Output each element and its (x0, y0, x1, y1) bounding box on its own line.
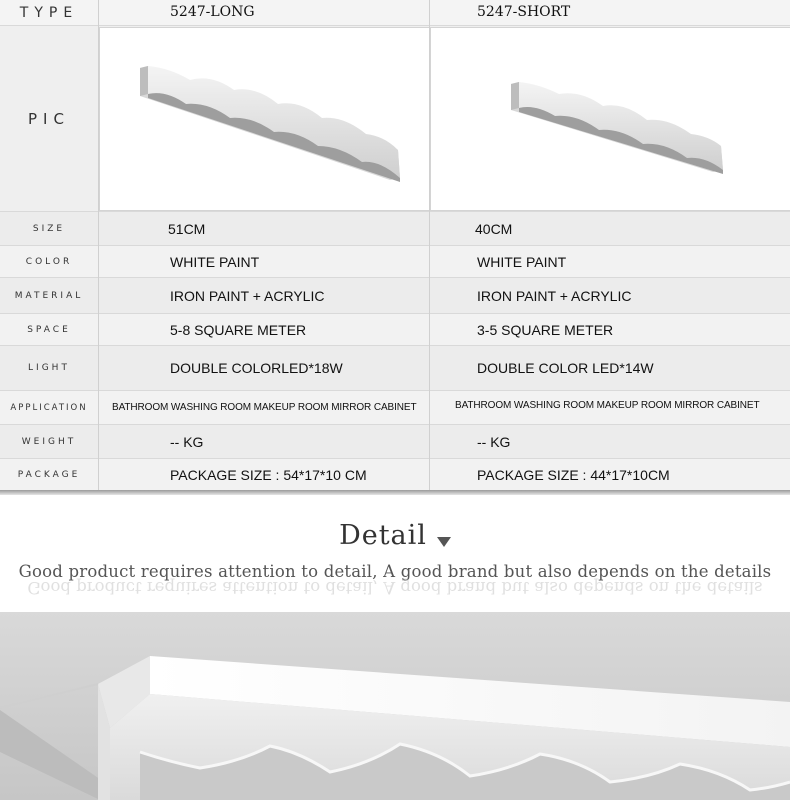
triangle-down-icon (437, 537, 451, 547)
spec-row-material (0, 278, 790, 314)
application-label: APPLICATION (10, 402, 88, 413)
product-image-long (99, 27, 430, 211)
spec-row-space (0, 314, 790, 346)
model-long: 5247-LONG (170, 3, 255, 20)
application-short: BATHROOM WASHING ROOM MAKEUP ROOM MIRROR CABINET (455, 400, 760, 411)
spec-row-weight (0, 425, 790, 459)
mirror-lamp-short-image (431, 28, 790, 210)
spec-row-color (0, 246, 790, 278)
package-label: PACKAGE (17, 469, 81, 480)
size-short: 40CM (475, 220, 513, 237)
size-label: SIZE (32, 223, 66, 234)
model-short: 5247-SHORT (477, 3, 571, 20)
spec-row-application (0, 391, 790, 425)
type-label: TYPE (19, 4, 79, 21)
mirror-lamp-long-image (100, 28, 429, 210)
spec-row-light (0, 346, 790, 391)
light-short: DOUBLE COLOR LED*14W (477, 360, 654, 376)
detail-heading (0, 520, 790, 551)
material-long: IRON PAINT + ACRYLIC (170, 287, 325, 304)
column-divider-1 (98, 0, 99, 490)
color-label: COLOR (25, 256, 73, 267)
spec-row-size (0, 212, 790, 246)
space-label: SPACE (27, 324, 71, 335)
weight-label: WEIGHT (21, 436, 77, 447)
product-image-short (430, 27, 790, 211)
package-short: PACKAGE SIZE : 44*17*10CM (477, 466, 670, 483)
column-divider-2 (429, 0, 430, 490)
lamp-closeup-photo (0, 612, 790, 800)
type-row (0, 0, 790, 26)
table-bottom-shadow (0, 490, 790, 495)
detail-title: Detail (339, 520, 427, 551)
space-long: 5-8 SQUARE METER (170, 321, 307, 338)
spec-row-package (0, 459, 790, 490)
color-long: WHITE PAINT (170, 253, 260, 270)
weight-short: -- KG (477, 433, 511, 450)
light-label: LIGHT (28, 363, 70, 373)
size-long: 51CM (168, 220, 206, 237)
light-long: DOUBLE COLORLED*18W (170, 360, 343, 376)
pic-label: PIC (28, 109, 70, 128)
detail-tagline: Good product requires attention to detail, A good brand but also depends on the details (18, 562, 772, 581)
color-short: WHITE PAINT (477, 253, 567, 270)
space-short: 3-5 SQUARE METER (477, 321, 614, 338)
detail-tagline-reflection: Good product requires attention to detail, A good brand but also depends on the details (27, 578, 763, 597)
material-label: MATERIAL (14, 290, 84, 301)
package-long: PACKAGE SIZE : 54*17*10 CM (170, 466, 367, 483)
application-long: BATHROOM WASHING ROOM MAKEUP ROOM MIRROR CABINET (112, 402, 417, 413)
weight-long: -- KG (170, 433, 204, 450)
material-short: IRON PAINT + ACRYLIC (477, 287, 632, 304)
